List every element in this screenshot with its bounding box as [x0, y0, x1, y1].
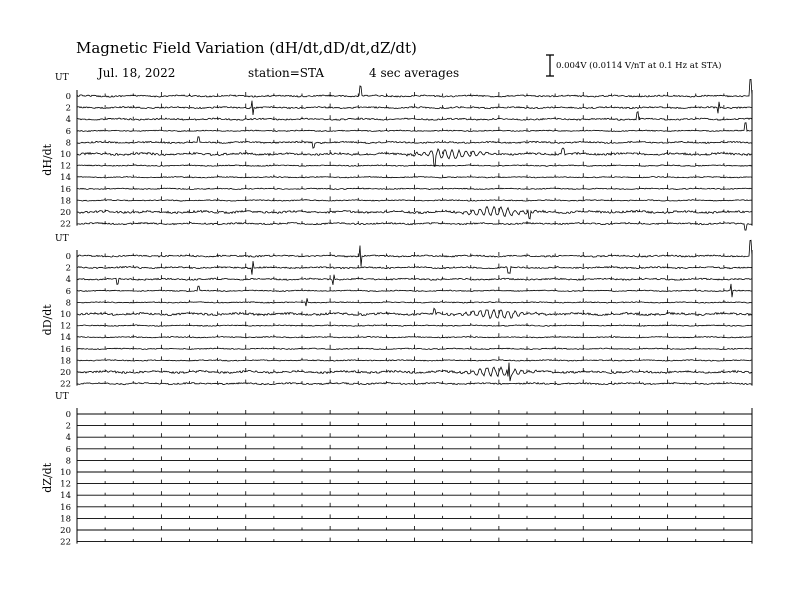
trace-row: [66, 275, 752, 286]
hour-label: 14: [60, 333, 71, 344]
trace-row: [60, 380, 752, 390]
hour-label: 0: [65, 92, 71, 102]
trace-line: [77, 360, 752, 361]
hour-label: 4: [65, 115, 71, 126]
hour-label: 22: [60, 537, 71, 548]
hour-label: 16: [60, 502, 71, 513]
scale-bar: [546, 55, 554, 76]
hour-label: 18: [60, 514, 71, 525]
hour-label: 18: [60, 196, 71, 207]
trace-row: [66, 123, 752, 137]
panel-dzdt: [41, 392, 752, 548]
trace-row: [66, 101, 752, 115]
trace-row: [60, 363, 752, 381]
hour-label: 2: [65, 263, 71, 274]
trace-row: [60, 333, 752, 343]
panel-axis-label: dZ/dt: [41, 462, 54, 493]
trace-row: [66, 456, 752, 466]
trace-row: [60, 514, 752, 524]
trace-row: [66, 433, 752, 443]
trace-row: [60, 526, 752, 536]
averaging-label: 4 sec averages: [369, 66, 460, 80]
hour-label: 12: [60, 321, 71, 332]
hour-label: 20: [60, 368, 71, 378]
hour-label: 8: [65, 456, 71, 467]
trace-row: [60, 308, 752, 320]
chart-title: Magnetic Field Variation (dH/dt,dD/dt,dZ/dt): [76, 39, 417, 57]
hour-label: 4: [65, 433, 71, 444]
scale-label: 0.004V (0.0114 V/nT at 0.1 Hz at STA): [556, 61, 722, 71]
hour-label: 12: [60, 479, 71, 490]
hour-label: 10: [60, 150, 71, 160]
trace-row: [66, 284, 752, 297]
hour-label: 0: [65, 410, 71, 420]
hour-label: 14: [60, 491, 71, 502]
hour-label: 22: [60, 379, 71, 390]
hour-label: 6: [65, 444, 71, 455]
hour-label: 2: [65, 421, 71, 432]
panel-axis-label: dH/dt: [41, 143, 54, 176]
date-label: Jul. 18, 2022: [98, 66, 176, 80]
trace-row: [60, 173, 752, 183]
trace-line: [77, 348, 752, 349]
hour-label: 14: [60, 173, 71, 184]
trace-row: [66, 79, 752, 102]
trace-row: [66, 410, 752, 420]
trace-row: [60, 196, 752, 206]
trace-row: [60, 503, 752, 513]
trace-row: [60, 480, 752, 490]
hour-label: 10: [60, 310, 71, 320]
panel-dhdt: [41, 73, 752, 230]
trace-line: [77, 337, 752, 338]
hour-label: 20: [60, 526, 71, 536]
trace-row: [66, 137, 752, 149]
hour-label: 10: [60, 468, 71, 478]
hour-label: 22: [60, 219, 71, 230]
trace-row: [66, 240, 752, 266]
trace-row: [60, 468, 752, 478]
panel-axis-label: dD/dt: [41, 304, 54, 336]
ut-label: UT: [55, 392, 69, 402]
hour-label: 12: [60, 161, 71, 172]
hour-label: 16: [60, 344, 71, 355]
trace-line: [77, 261, 752, 275]
trace-row: [60, 148, 752, 166]
hour-label: 8: [65, 138, 71, 149]
hour-label: 20: [60, 208, 71, 218]
hour-label: 4: [65, 275, 71, 286]
trace-line: [77, 176, 752, 177]
hour-label: 6: [65, 286, 71, 297]
trace-row: [66, 445, 752, 455]
trace-row: [60, 345, 752, 355]
station-label: station=STA: [248, 66, 325, 80]
hour-label: 18: [60, 356, 71, 367]
trace-row: [66, 298, 752, 308]
trace-row: [60, 162, 752, 172]
trace-row: [60, 491, 752, 501]
trace-row: [60, 322, 752, 332]
trace-row: [60, 356, 752, 366]
hour-label: 0: [65, 252, 71, 262]
panel-dddt: [41, 234, 752, 390]
trace-line: [77, 223, 752, 231]
hour-label: 2: [65, 103, 71, 114]
hour-label: 6: [65, 126, 71, 137]
trace-row: [60, 538, 752, 548]
trace-row: [66, 422, 752, 432]
trace-row: [60, 220, 752, 231]
hour-label: 16: [60, 184, 71, 195]
ut-label: UT: [55, 73, 69, 83]
trace-row: [60, 207, 752, 219]
trace-row: [66, 112, 752, 125]
trace-line: [77, 101, 752, 115]
trace-row: [60, 185, 752, 195]
ut-label: UT: [55, 234, 69, 244]
hour-label: 8: [65, 298, 71, 309]
trace-line: [77, 325, 752, 326]
trace-row: [66, 261, 752, 275]
